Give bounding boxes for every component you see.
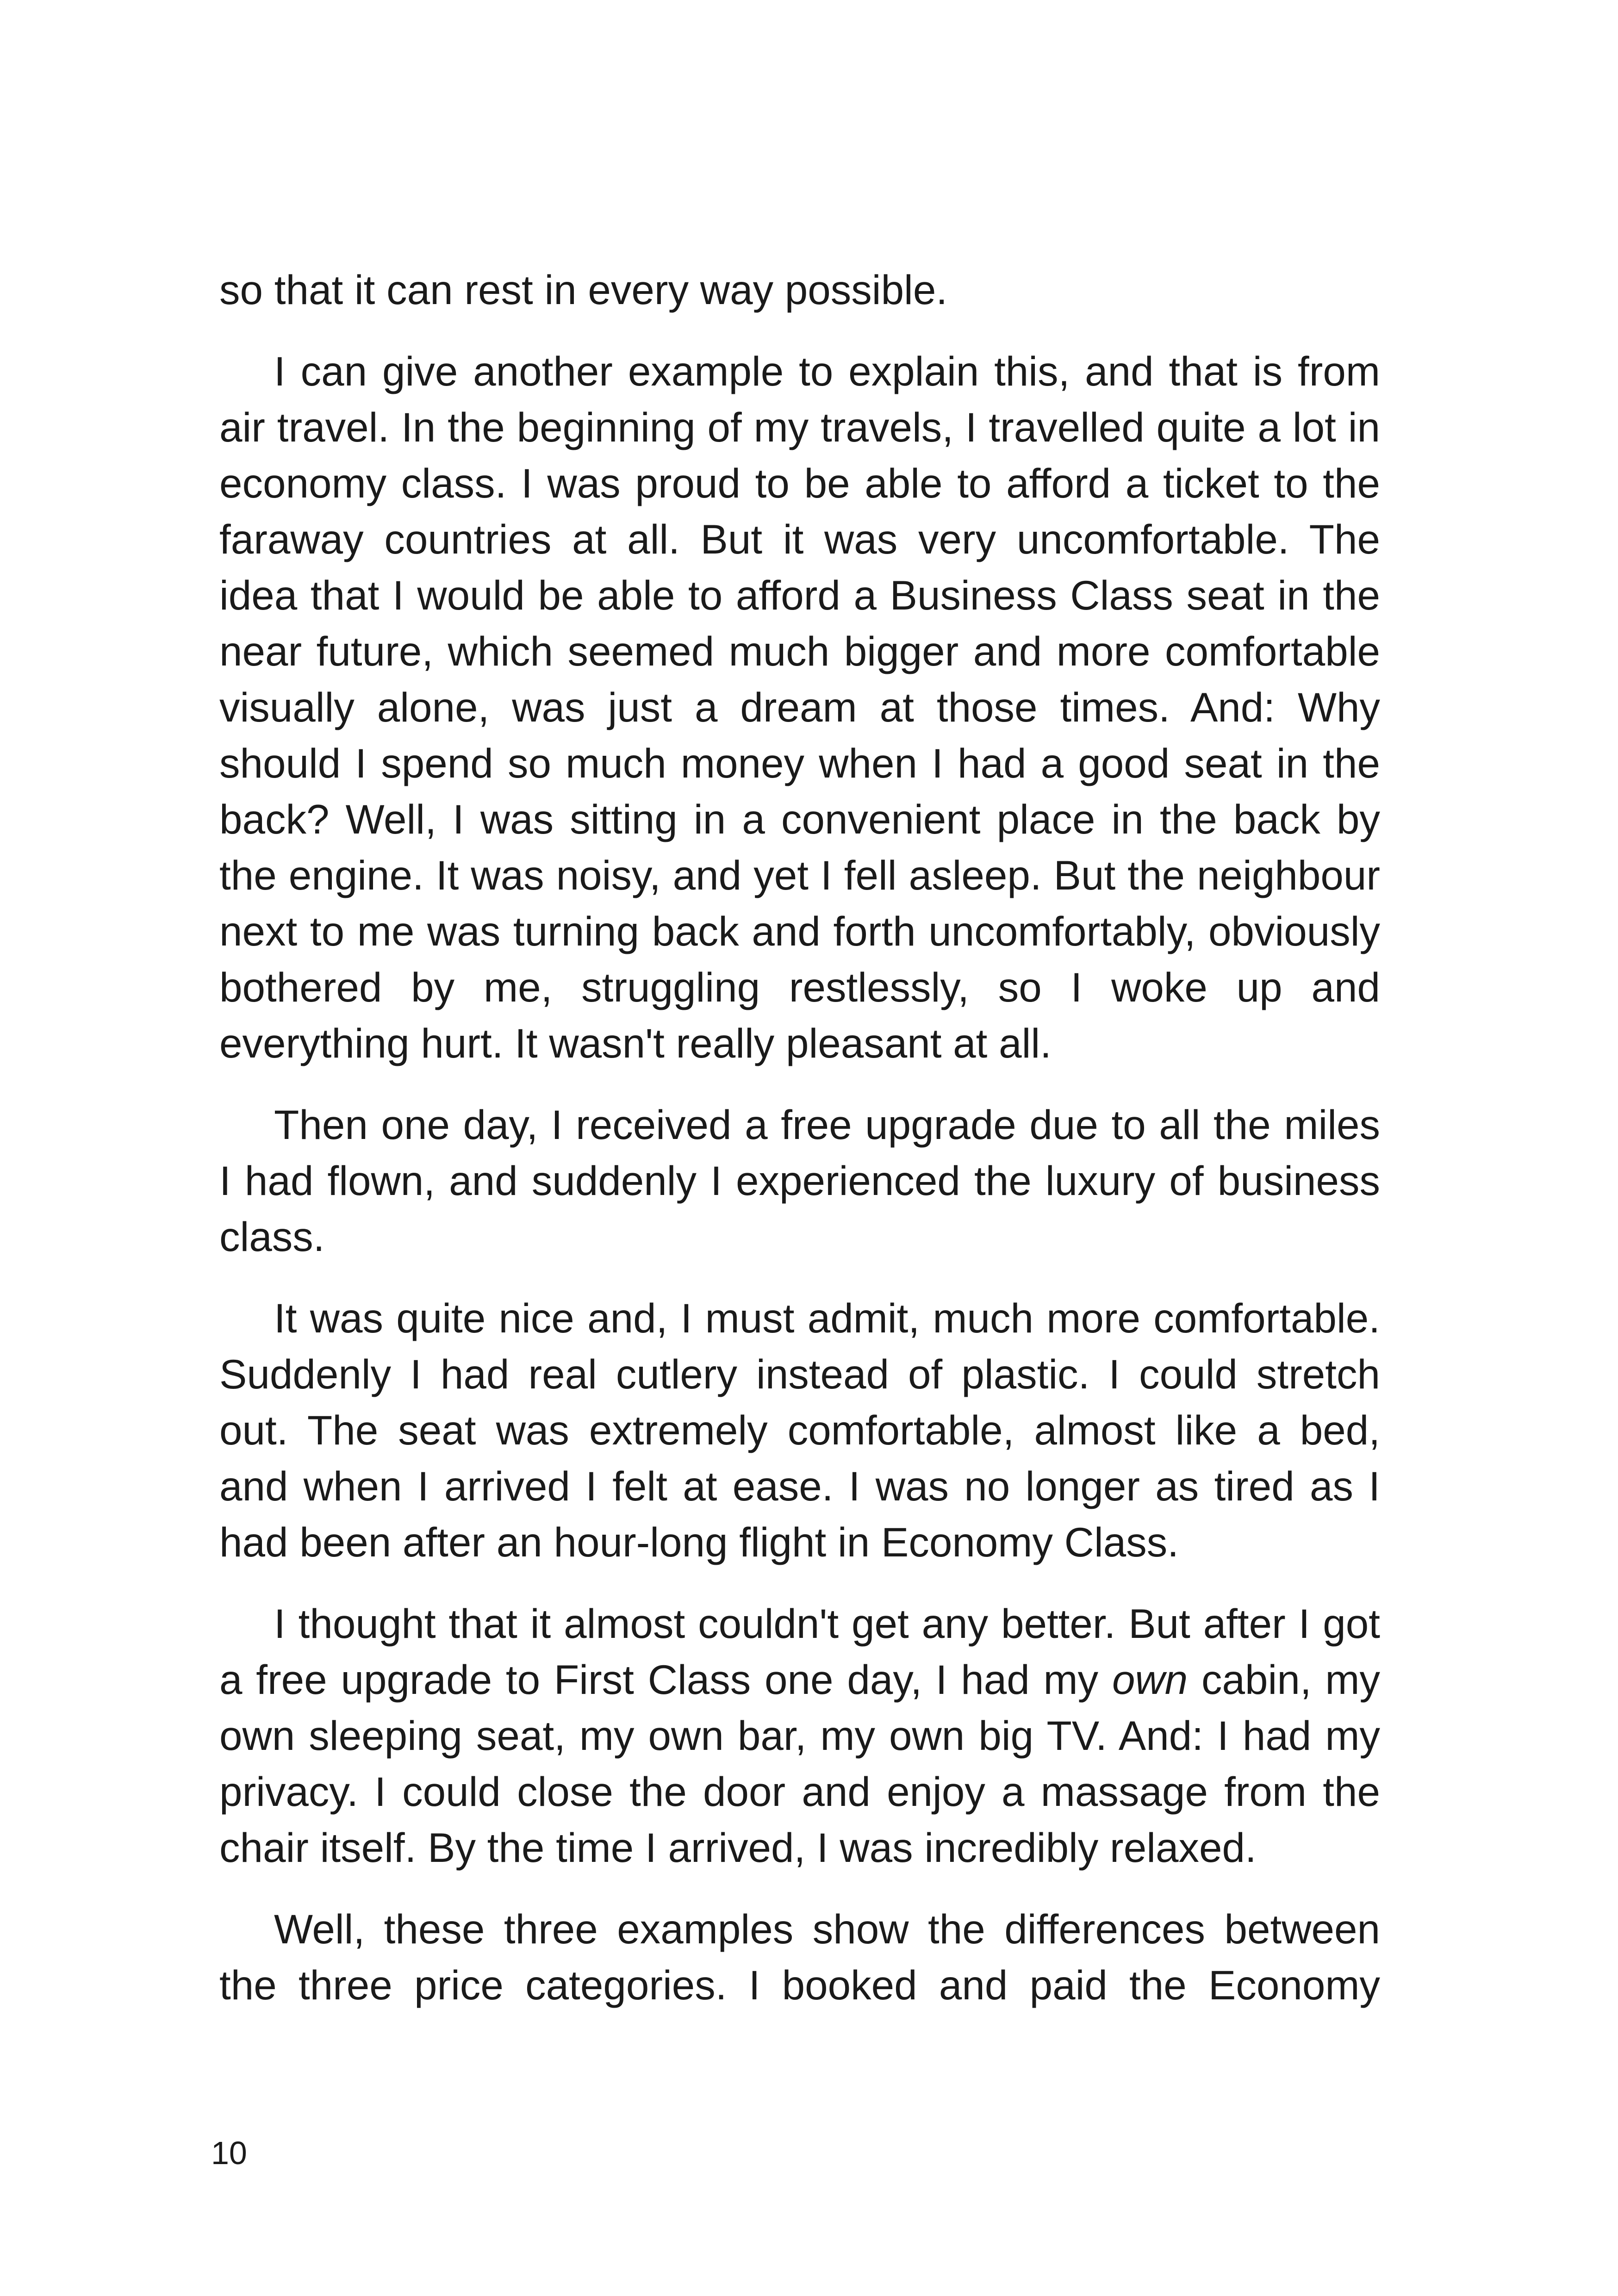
paragraph-text: Well, these three examples show the differences between the three price categories. I booked and paid the Economy xyxy=(219,1906,1380,2008)
paragraph xyxy=(219,1290,1380,1570)
paragraph-text: I can give another example to explain this, and that is from air travel. In the beginning of my travels, I travelled quite a lot in economy class. I was proud to be able to afford a ticket to the faraway countries at all. But it was very uncomfortable. The idea that I would be able to afford a Business Class seat in the near future, which seemed much bigger and more comfortable visually alone, was just a dream at those times. And: Why should I spend so much money when I had a good seat in the back? Well, I was sitting in a convenient place in the back by the engine. It was noisy, and yet I fell asleep. But the neighbour next to me was turning back and forth uncomfortably, obviously bothered by me, struggling restlessly, so I woke up and everything hurt. It wasn't really pleasant at all. xyxy=(219,348,1380,1066)
paragraph xyxy=(219,262,1380,318)
page-number: 10 xyxy=(211,2135,247,2171)
paragraph-text: It was quite nice and, I must admit, much more comfortable. Suddenly I had real cutlery instead of plastic. I could stretch out. The seat was extremely comfortable, almost like a bed, and when I arrived I felt at ease. I was no longer as tired as I had been after an hour-long flight in Economy Class. xyxy=(219,1295,1380,1565)
paragraph xyxy=(219,1596,1380,1876)
emphasis-text: own xyxy=(1112,1656,1188,1703)
paragraph xyxy=(219,343,1380,1071)
paragraph-text: I thought that it almost couldn't get any better. But after I got a free upgrade to First Class one day, I had my xyxy=(219,1600,1380,1703)
body-text xyxy=(219,262,1380,2013)
paragraph-text: cabin, my own sleeping seat, my own bar, my own big TV. And: I had my privacy. I could close the door and enjoy a massage from the chair itself. By the time I arrived, I was incredibly relaxed. xyxy=(219,1656,1380,1871)
paragraph-text: so that it can rest in every way possible. xyxy=(219,267,948,313)
paragraph xyxy=(219,1097,1380,1265)
paragraph xyxy=(219,1901,1380,2013)
paragraph-text: Then one day, I received a free upgrade due to all the miles I had flown, and suddenly I experienced the luxury of business class. xyxy=(219,1101,1380,1260)
